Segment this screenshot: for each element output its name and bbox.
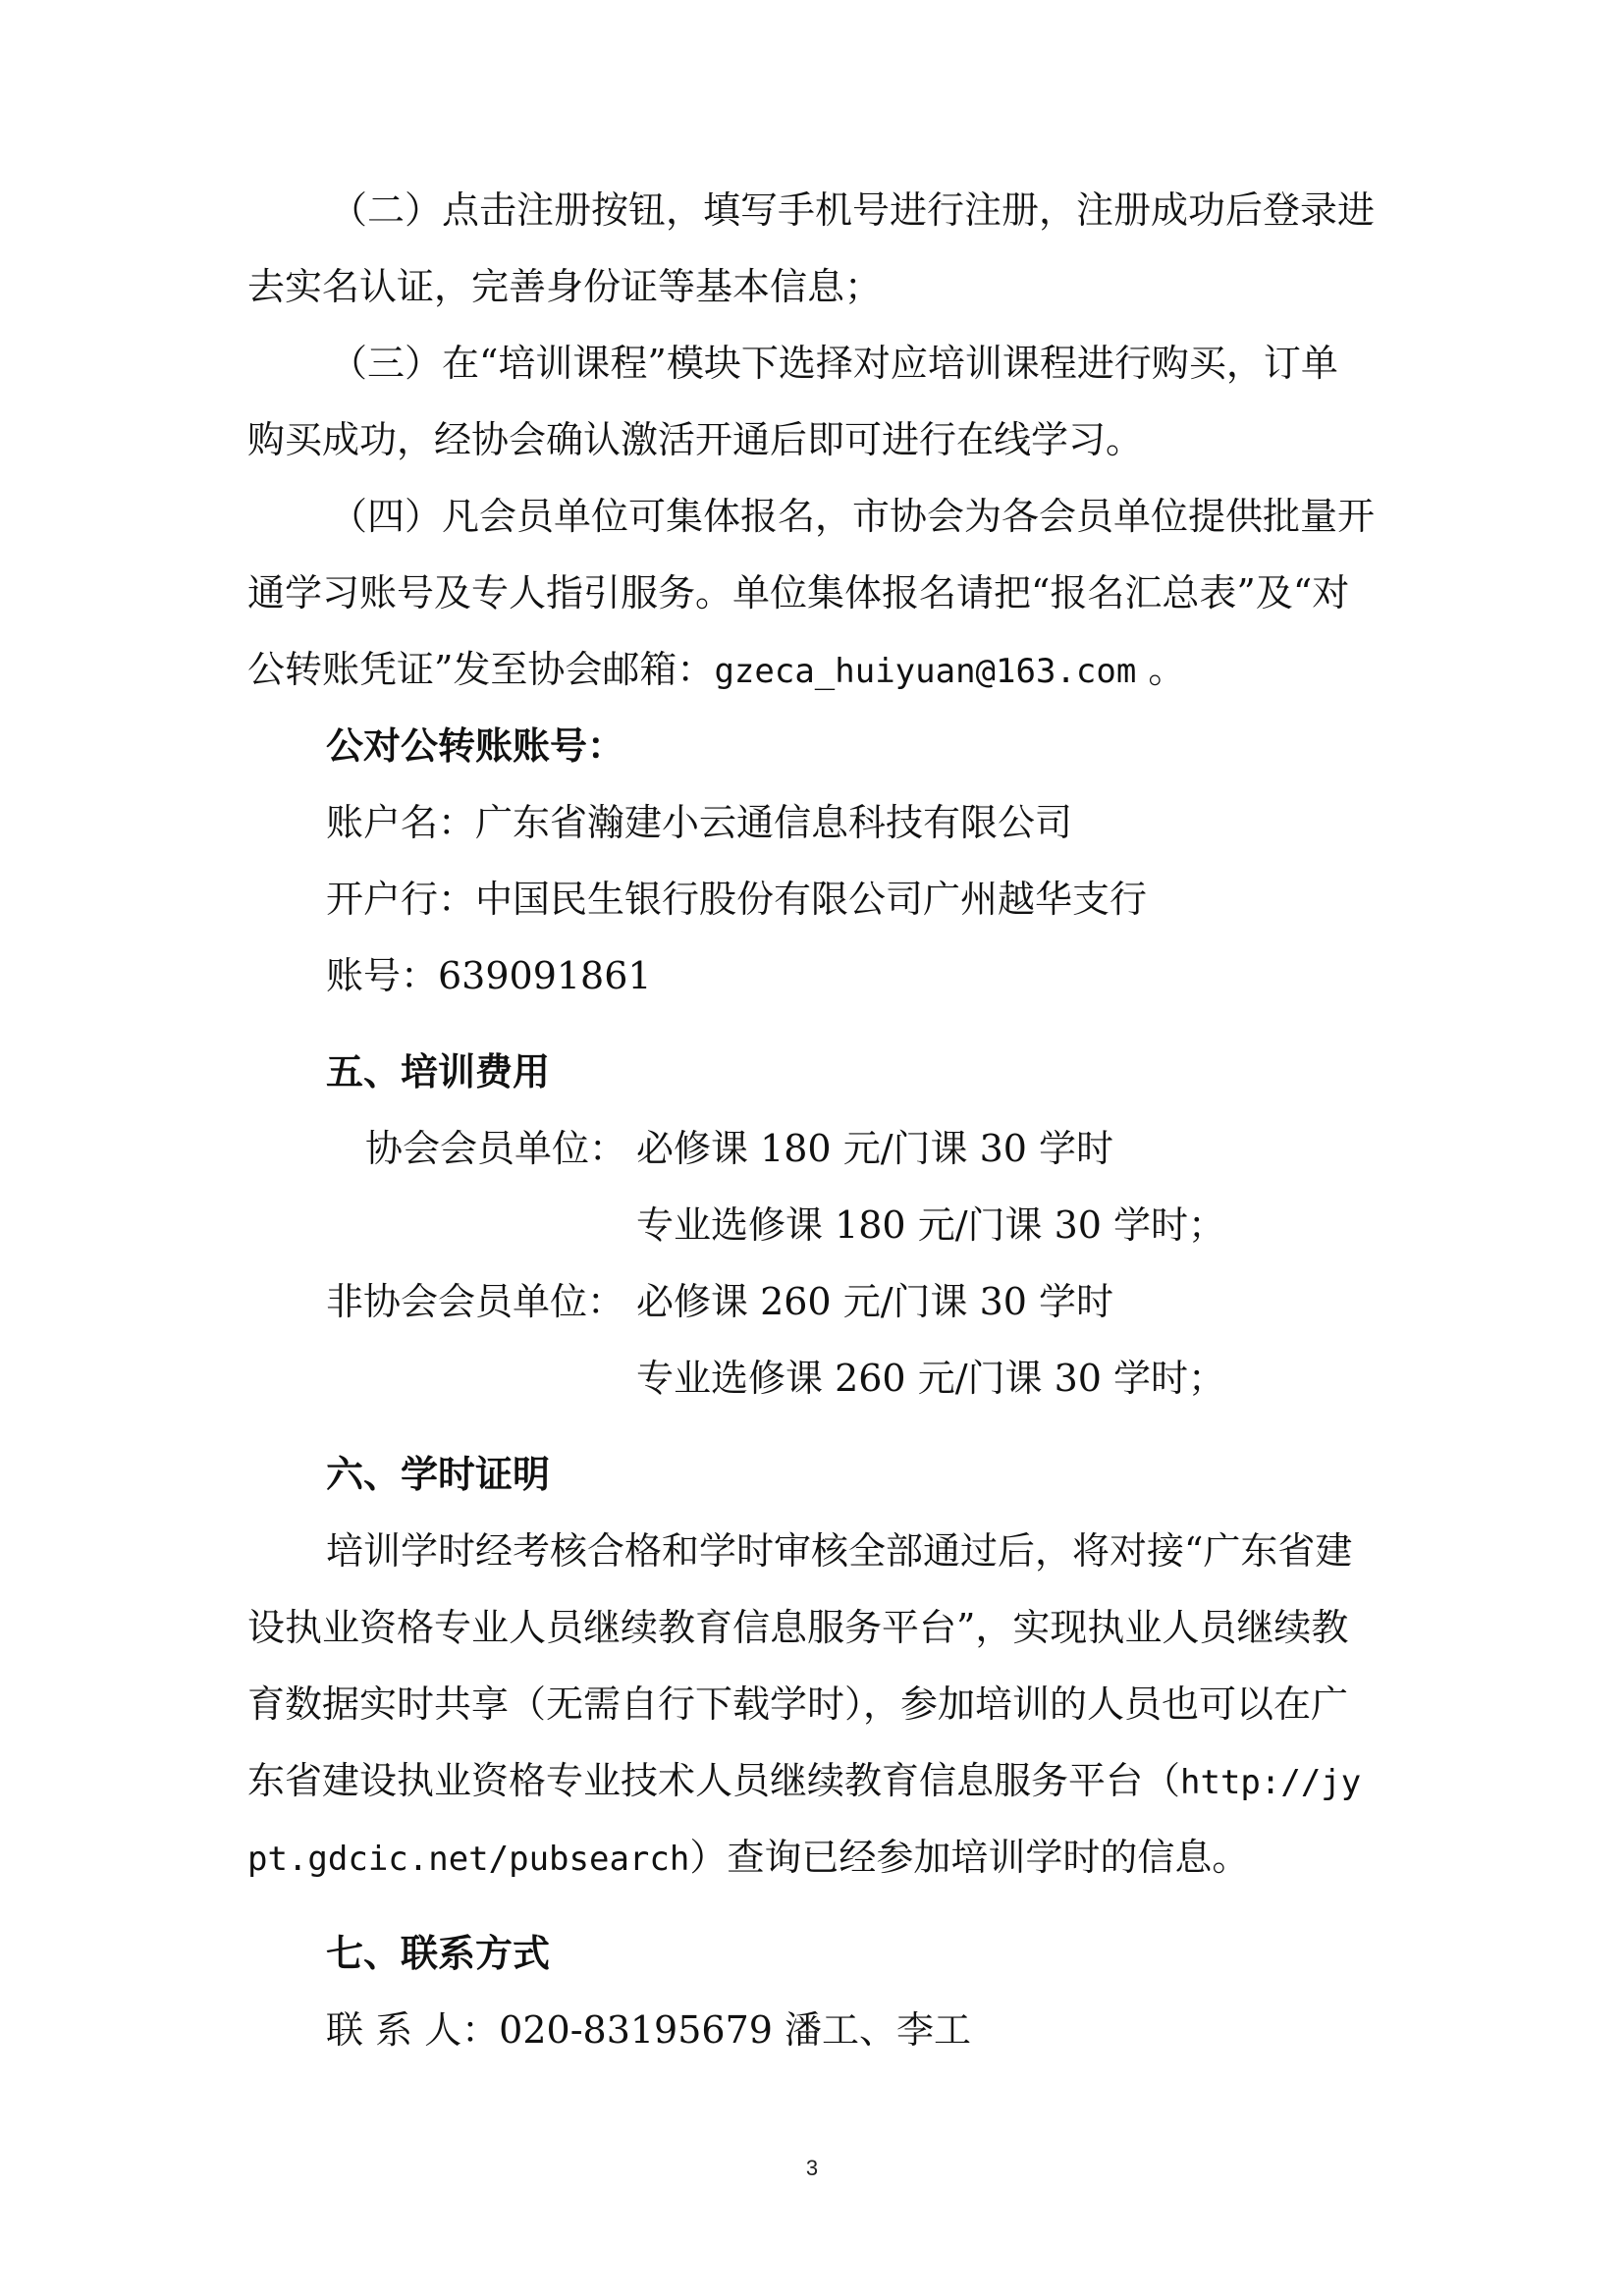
page-number: 3	[805, 2156, 819, 2180]
nonmember-elective-fee: 专业选修课 260 元/门课 30 学时；	[636, 1357, 1226, 1400]
contact-line: 联 系 人：020-83195679 潘工、李工	[326, 2008, 972, 2052]
paragraph-4-line-2: 通学习账号及专人指引服务。单位集体报名请把“报名汇总表”及“对	[247, 571, 1350, 614]
account-number: 账号：639091861	[326, 954, 652, 997]
account-name: 账户名：广东省瀚建小云通信息科技有限公司	[326, 801, 1073, 844]
paragraph-2-line-1: （二）点击注册按钮，填写手机号进行注册，注册成功后登录进	[330, 188, 1376, 232]
hours-line-5	[247, 1834, 1249, 1883]
fees-section-title: 五、培训费用	[326, 1050, 551, 1094]
member-unit-label: 协会会员单位：	[365, 1127, 627, 1170]
nonmember-unit-label: 非协会会员单位：	[326, 1280, 625, 1323]
account-bank: 开户行：中国民生银行股份有限公司广州越华支行	[326, 878, 1148, 921]
contact-section-title: 七、联系方式	[326, 1932, 551, 1975]
hours-line-2: 设执业资格专业人员继续教育信息服务平台”，实现执业人员继续教	[247, 1606, 1349, 1649]
hours-line-4-text: 东省建设执业资格专业技术人员继续教育信息服务平台（	[247, 1759, 1181, 1802]
member-elective-fee: 专业选修课 180 元/门课 30 学时；	[636, 1203, 1226, 1247]
paragraph-3-line-1: （三）在“培训课程”模块下选择对应培训课程进行购买，订单	[330, 342, 1338, 385]
paragraph-4-text: 公转账凭证”发至协会邮箱：	[247, 648, 715, 691]
hours-line-4	[247, 1757, 1361, 1806]
paragraph-3-line-2: 购买成功，经协会确认激活开通后即可进行在线学习。	[247, 418, 1144, 461]
hours-line-5-text: ）查询已经参加培训学时的信息。	[689, 1836, 1250, 1879]
member-required-fee: 必修课 180 元/门课 30 学时	[636, 1127, 1114, 1170]
account-section-title: 公对公转账账号：	[326, 724, 625, 768]
platform-url-part-2[interactable]: pt.gdcic.net/pubsearch	[247, 1840, 690, 1879]
paragraph-4-end: 。	[1136, 648, 1186, 691]
association-email-link[interactable]: gzeca_huiyuan@163.com	[714, 652, 1137, 691]
platform-url-part-1[interactable]: http://jy	[1180, 1763, 1362, 1802]
nonmember-required-fee: 必修课 260 元/门课 30 学时	[636, 1280, 1114, 1323]
paragraph-4-line-3	[247, 646, 1185, 695]
paragraph-4-line-1: （四）凡会员单位可集体报名，市协会为各会员单位提供批量开	[330, 495, 1376, 538]
hours-section-title: 六、学时证明	[326, 1453, 551, 1496]
paragraph-2-line-2: 去实名认证，完善身份证等基本信息；	[247, 265, 883, 308]
hours-line-1: 培训学时经考核合格和学时审核全部通过后，将对接“广东省建	[326, 1529, 1353, 1573]
hours-line-3: 育数据实时共享（无需自行下载学时），参加培训的人员也可以在广	[247, 1682, 1349, 1726]
